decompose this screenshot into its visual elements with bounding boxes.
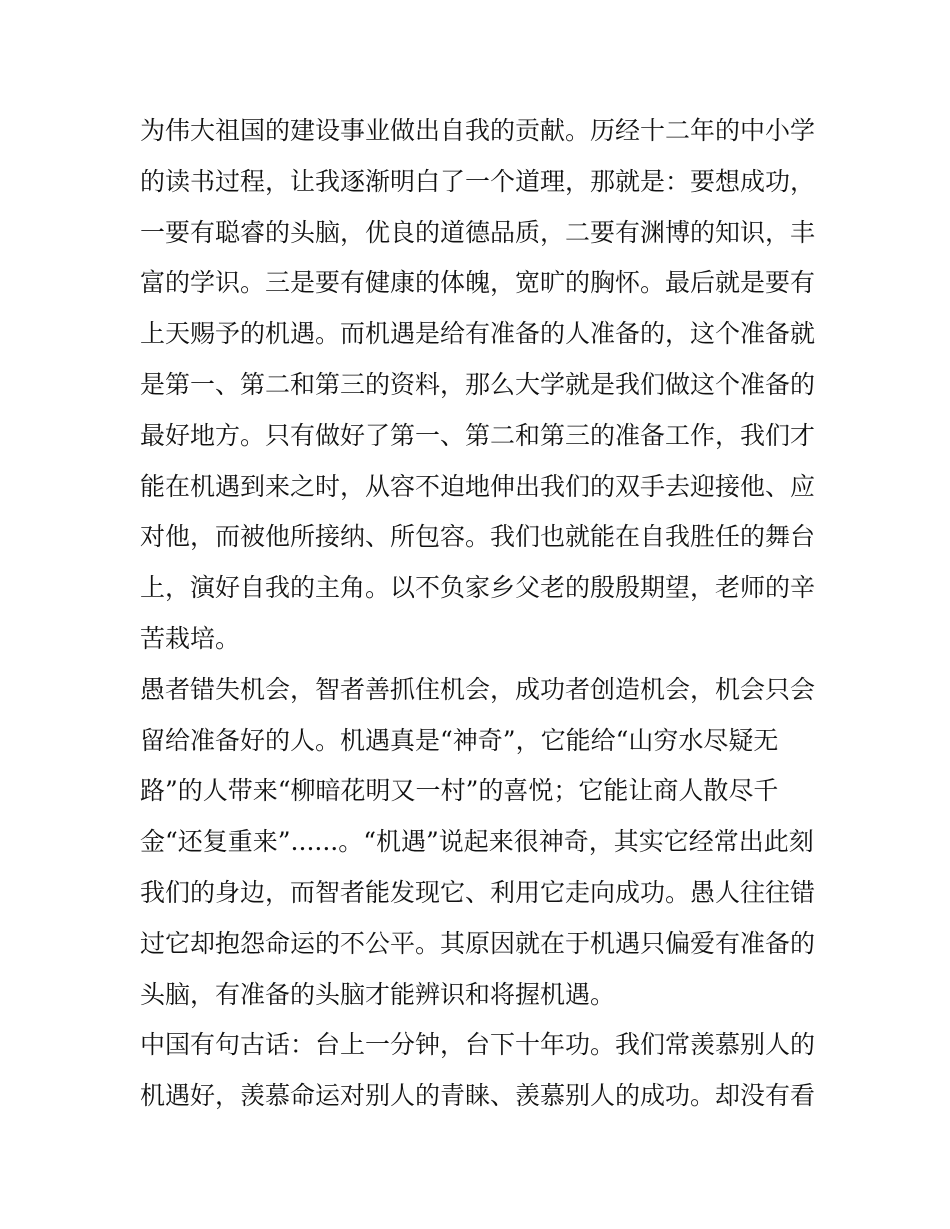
text-line: 为伟大祖国的建设事业做出自我的贡献。历经十二年的中小学 bbox=[140, 116, 816, 145]
text-line: 能在机遇到来之时，从容不迫地伸出我们的双手去迎接他、应 bbox=[140, 471, 816, 501]
text-line: 中国有句古话：台上一分钟，台下十年功。我们常羡慕别人的 bbox=[140, 1030, 816, 1060]
text-line: 过它却抱怨命运的不公平。其原因就在于机遇只偏爱有准备的 bbox=[140, 928, 816, 958]
text-line: 对他，而被他所接纳、所包容。我们也就能在自我胜任的舞台 bbox=[140, 522, 816, 552]
text-line: 留给准备好的人。机遇真是“神奇”，它能给“山穷水尽疑无 bbox=[140, 725, 779, 755]
body-text bbox=[140, 106, 830, 1122]
text-line: 最好地方。只有做好了第一、第二和第三的准备工作，我们才 bbox=[140, 420, 816, 450]
text-line: 苦栽培。 bbox=[140, 623, 241, 653]
text-line: 金“还复重来”......。“机遇”说起来很神奇，其实它经常出此刻 bbox=[140, 827, 814, 857]
text-line: 是第一、第二和第三的资料，那么大学就是我们做这个准备的 bbox=[140, 369, 816, 399]
text-line: 一要有聪睿的头脑，优良的道德品质，二要有渊博的知识，丰 bbox=[140, 217, 816, 247]
text-line: 上，演好自我的主角。以不负家乡父老的殷殷期望，老师的辛 bbox=[140, 573, 816, 603]
text-line: 富的学识。三是要有健康的体魄，宽旷的胸怀。最后就是要有 bbox=[140, 268, 816, 298]
text-line: 头脑，有准备的头脑才能辨识和将握机遇。 bbox=[140, 979, 616, 1009]
text-line: 上天赐予的机遇。而机遇是给有准备的人准备的，这个准备就 bbox=[140, 319, 816, 349]
text-line: 的读书过程，让我逐渐明白了一个道理，那就是：要想成功， bbox=[140, 166, 816, 196]
text-line: 路”的人带来“柳暗花明又一村”的喜悦；它能让商人散尽千 bbox=[140, 776, 779, 806]
text-line: 愚者错失机会，智者善抓住机会，成功者创造机会，机会只会 bbox=[140, 674, 816, 704]
text-line: 我们的身边，而智者能发现它、利用它走向成功。愚人往往错 bbox=[140, 877, 816, 907]
text-line: 机遇好，羡慕命运对别人的青睐、羡慕别人的成功。却没有看 bbox=[140, 1081, 816, 1111]
